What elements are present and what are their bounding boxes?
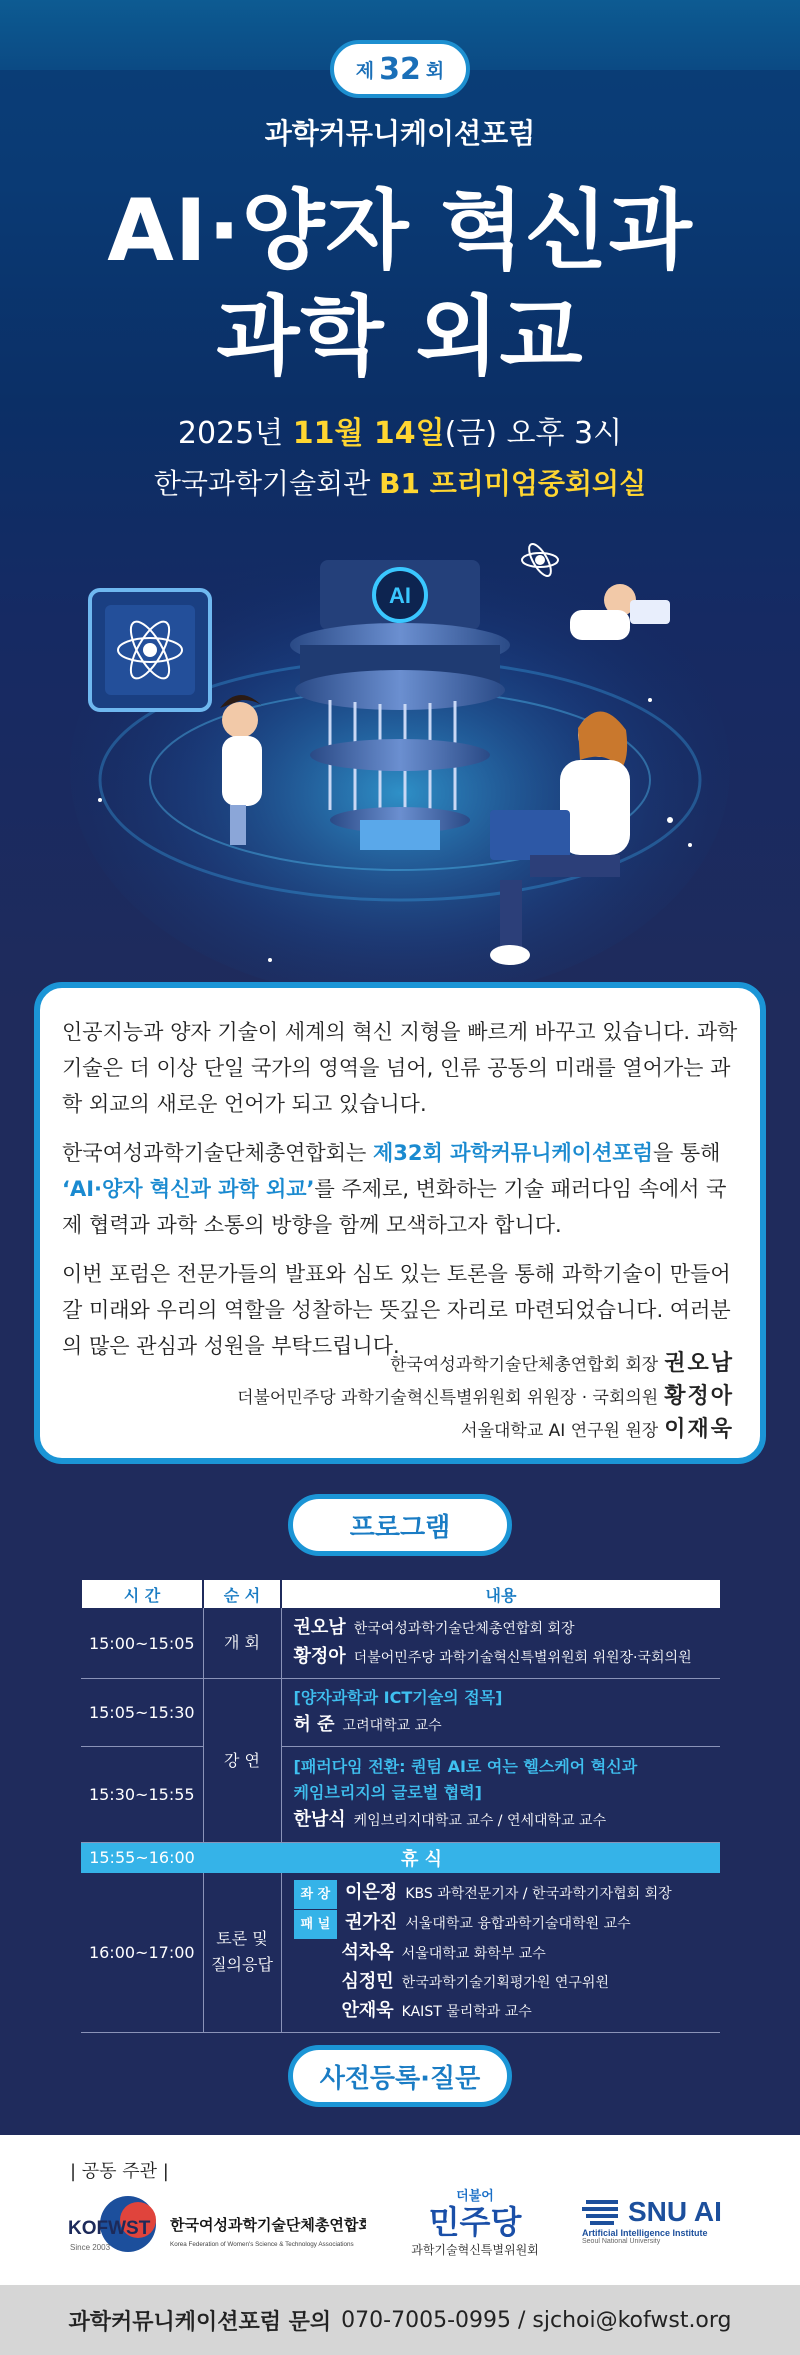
signature-3 xyxy=(237,1414,734,1447)
quantum-computer-illustration xyxy=(60,520,740,990)
panel-line xyxy=(294,1909,709,1939)
event-venue xyxy=(0,462,800,502)
signature-name: 이재욱 xyxy=(664,1417,734,1442)
table-row xyxy=(81,1608,720,1679)
row-type-line-1: 토론 및 xyxy=(216,1929,268,1948)
row-content xyxy=(281,1608,720,1679)
date-suffix: (금) 오후 3시 xyxy=(444,416,623,451)
program-heading: 프로그램 xyxy=(288,1494,512,1556)
democratic-party-logo xyxy=(410,2190,540,2270)
table-row xyxy=(81,1747,720,1843)
speaker-line xyxy=(294,1643,709,1672)
speaker-line xyxy=(294,1614,709,1643)
speaker-desc: 고려대학교 교수 xyxy=(342,1718,442,1734)
speaker-desc: 서울대학교 융합과학기술대학원 교수 xyxy=(405,1915,631,1932)
snu-lines-icon xyxy=(582,2197,622,2227)
page-title xyxy=(0,178,800,390)
session-title: [양자과학과 ICT기술의 접목] xyxy=(293,1688,503,1707)
row-time: 15:05~15:30 xyxy=(81,1679,203,1747)
header-content: 내용 xyxy=(281,1580,720,1608)
speaker-name: 이은정 xyxy=(345,1881,398,1903)
panel-tag: 패 널 xyxy=(294,1910,338,1939)
table-row xyxy=(81,1679,720,1747)
title-line-2: 과학 외교 xyxy=(216,287,584,387)
speaker-name: 한남식 xyxy=(293,1809,346,1830)
row-type xyxy=(203,1873,281,2033)
snu-ai-sub-2: Seoul National University xyxy=(582,2238,661,2245)
intro-p2-forum: 제32회 과학커뮤니케이션포럼 xyxy=(372,1141,653,1165)
contact-value[interactable]: 070-7005-0995 / sjchoi@kofwst.org xyxy=(341,2307,732,2333)
header-order: 순 서 xyxy=(203,1580,281,1608)
row-type: 강 연 xyxy=(203,1679,281,1843)
dem-small-text: 더불어 xyxy=(456,2189,494,2204)
snu-ai-mark xyxy=(582,2196,742,2228)
panel-line xyxy=(294,1939,709,1968)
table-row-break xyxy=(81,1843,720,1873)
contact-bar xyxy=(0,2285,800,2355)
signature-org: 더불어민주당 과학기술혁신특별위원회 위원장 · 국회의원 xyxy=(237,1388,659,1408)
speaker-name: 허 준 xyxy=(293,1714,335,1735)
speaker-name: 안재욱 xyxy=(341,1999,394,2021)
forum-name: 과학커뮤니케이션포럼 xyxy=(264,117,536,150)
kofwst-english: Korea Federation of Women's Science & Technology Associations xyxy=(170,2241,354,2248)
register-button[interactable]: 사전등록·질문 xyxy=(288,2045,512,2107)
row-type-line-2: 질의응답 xyxy=(211,1955,273,1974)
intro-paragraph-1: 인공지능과 양자 기술이 세계의 혁신 지형을 빠르게 바꾸고 있습니다. 과학기술은 더 이상 단일 국가의 영역을 넘어, 인류 공동의 미래를 열어가는 과학 외교의 새로운 언어가 되고 있습니다. xyxy=(62,1020,738,1116)
table-header-row xyxy=(81,1580,720,1608)
intro-p2-b: 을 통해 xyxy=(652,1141,721,1165)
snu-ai-name: SNU AI xyxy=(628,2196,722,2227)
kofwst-logo xyxy=(66,2190,366,2270)
hero-section xyxy=(0,0,800,1010)
chair-tag: 좌 장 xyxy=(294,1880,338,1909)
dem-big-text: 민주당 xyxy=(428,2203,522,2241)
signature-org: 서울대학교 AI 연구원 원장 xyxy=(461,1421,659,1441)
snu-ai-sub-1: Artificial Intelligence Institute xyxy=(582,2228,708,2238)
speaker-line xyxy=(294,1806,709,1835)
panel-line xyxy=(294,1997,709,2026)
date-prefix: 2025년 xyxy=(177,416,284,451)
header-time: 시 간 xyxy=(81,1580,203,1608)
kofwst-since: Since 2003 xyxy=(70,2243,111,2252)
row-type: 개 회 xyxy=(203,1608,281,1679)
signature-name: 황정아 xyxy=(664,1384,734,1409)
edition-suffix: 회 xyxy=(425,59,445,82)
kofwst-logo-mark xyxy=(66,2190,366,2270)
intro-paragraph-3: 이번 포럼은 전문가들의 발표와 심도 있는 토론을 통해 과학기술이 만들어갈 미래와 우리의 역할을 성찰하는 뜻깊은 자리로 마련되었습니다. 여러분의 많은 관심과 성원을 부탁드립니다. xyxy=(62,1262,731,1358)
snu-ai-logo xyxy=(582,2190,742,2270)
speaker-line xyxy=(294,1711,709,1740)
session-title-line-1: [패러다임 전환: 퀀텀 AI로 여는 헬스케어 혁신과 xyxy=(293,1757,638,1776)
row-time: 15:55~16:00 xyxy=(81,1843,203,1873)
speaker-desc: KBS 과학전문기자 / 한국과학기자협회 회장 xyxy=(405,1885,672,1902)
venue-prefix: 한국과학기술회관 xyxy=(153,467,371,500)
row-content xyxy=(281,1747,720,1843)
row-time: 16:00~17:00 xyxy=(81,1873,203,2033)
speaker-desc: 서울대학교 화학부 교수 xyxy=(401,1945,546,1962)
edition-badge xyxy=(330,40,470,98)
signature-name: 권오남 xyxy=(664,1351,734,1376)
intro-box xyxy=(34,982,766,1464)
edition-number: 32 xyxy=(379,51,421,87)
venue-highlight: B1 프리미엄중회의실 xyxy=(379,467,647,500)
speaker-desc: 한국여성과학기술단체총연합회 회장 xyxy=(353,1621,575,1637)
cohost-label: | 공동 주관 | xyxy=(70,2161,169,2182)
signatures xyxy=(237,1348,734,1447)
speaker-name: 권오남 xyxy=(293,1617,346,1638)
speaker-desc: 한국과학기술기획평가원 연구위원 xyxy=(401,1974,609,1991)
speaker-name: 석차옥 xyxy=(341,1941,394,1963)
intro-p2-c: 를 주제로, 변화하는 기술 패러다임 속에서 국제 협력과 과학 소통의 방향을 함께 모색하고자 합니다. xyxy=(62,1177,727,1237)
speaker-name: 권가진 xyxy=(345,1911,398,1933)
signature-2 xyxy=(237,1381,734,1414)
intro-p2-a: 한국여성과학기술단체총연합회는 xyxy=(62,1141,373,1165)
contact-label: 과학커뮤니케이션포럼 문의 xyxy=(68,2309,332,2335)
speaker-name: 황정아 xyxy=(293,1646,346,1667)
event-datetime xyxy=(0,408,800,452)
table-row xyxy=(81,1873,720,2033)
panel-line xyxy=(294,1968,709,1997)
program-table xyxy=(80,1580,720,2033)
kofwst-wordmark: KOFWST xyxy=(68,2218,151,2239)
speaker-desc: 더불어민주당 과학기술혁신특별위원회 위원장·국회의원 xyxy=(353,1650,692,1666)
intro-paragraph-2 xyxy=(62,1135,738,1243)
speaker-desc: 케임브리지대학교 교수 / 연세대학교 교수 xyxy=(353,1813,607,1829)
dem-sub-text: 과학기술혁신특별위원회 xyxy=(411,2243,539,2257)
signature-1 xyxy=(237,1348,734,1381)
date-highlight: 11월 14일 xyxy=(292,416,445,451)
break-label: 휴 식 xyxy=(203,1843,720,1873)
speaker-name: 심정민 xyxy=(341,1970,394,1992)
intro-p2-theme: ‘AI·양자 혁신과 과학 외교’ xyxy=(62,1177,315,1201)
edition-prefix: 제 xyxy=(355,59,375,82)
title-line-1: AI·양자 혁신과 xyxy=(107,181,693,281)
signature-org: 한국여성과학기술단체총연합회 회장 xyxy=(390,1355,659,1375)
row-content xyxy=(281,1873,720,2033)
footer-cohosts xyxy=(0,2135,800,2285)
row-time: 15:00~15:05 xyxy=(81,1608,203,1679)
chair-line xyxy=(294,1879,709,1909)
row-time: 15:30~15:55 xyxy=(81,1747,203,1843)
ai-chip-label: AI xyxy=(389,583,411,608)
session-title-line-2: 케임브리지의 글로벌 협력] xyxy=(293,1783,482,1802)
kofwst-name: 한국여성과학기술단체총연합회 xyxy=(170,2216,366,2234)
speaker-desc: KAIST 물리학과 교수 xyxy=(401,2003,532,2020)
row-content xyxy=(281,1679,720,1747)
